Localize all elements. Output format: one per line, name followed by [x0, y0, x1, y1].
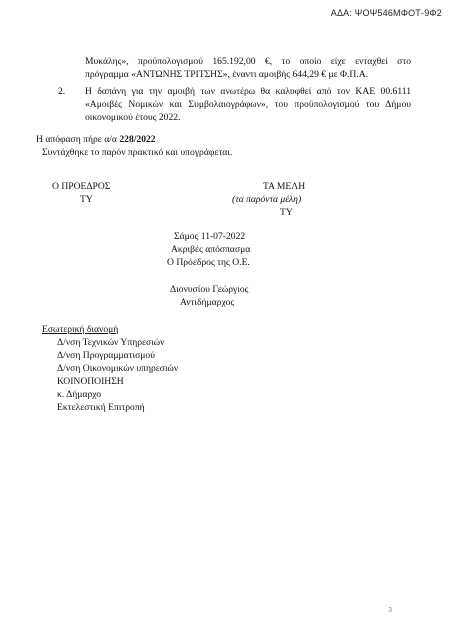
distribution-item: Δ/νση Προγραμματισμού — [57, 350, 155, 361]
members-title: ΤΑ ΜΕΛΗ — [263, 181, 306, 192]
item1-line1: Μυκάλης», προϋπολογισμού 165.192,00 €, το οποίο είχε ενταχθεί στο — [85, 56, 411, 67]
distribution-item: Δ/νση Οικονομικών υπηρεσιών — [57, 363, 179, 374]
distribution-heading: Εσωτερική διανομή — [42, 324, 119, 335]
signatory-name: Διονυσίου Γεώργιος — [170, 284, 249, 295]
decision-number: 228/2022 — [119, 134, 156, 145]
signed-line: Συντάχθηκε το παρόν πρακτικό και υπογράφεται. — [42, 147, 233, 158]
president-role: Ο Πρόεδρος της Ο.Ε. — [167, 257, 250, 268]
item1-line2: πρόγραμμα «ΑΝΤΩΝΗΣ ΤΡΙΤΣΗΣ», έναντι αμοιβής 644,29 € με Φ.Π.Α. — [85, 69, 369, 80]
distribution-item: κ. Δήμαρχο — [57, 389, 102, 400]
item2-line3: οικονομικού έτους 2022. — [85, 112, 181, 123]
members-note: (τα παρόντα μέλη) — [232, 194, 302, 205]
president-ty: ΤΥ — [80, 194, 93, 205]
distribution-item: Δ/νση Τεχνικών Υπηρεσιών — [57, 337, 165, 348]
page-number: 3 — [388, 607, 392, 614]
president-title: Ο ΠΡΟΕΔΡΟΣ — [52, 181, 111, 192]
notification-heading: ΚΟΙΝΟΠΟΙΗΣΗ — [57, 376, 124, 387]
ada-code: ΑΔΑ: ΨΟΨ546ΜΦΟΤ-9Φ2 — [330, 8, 442, 18]
item2-number: 2. — [58, 86, 66, 97]
decision-line — [36, 133, 156, 146]
item2-line2: «Αμοιβές Νομικών και Συμβολαιογράφων», του προϋπολογισμού του Δήμου — [85, 99, 411, 110]
signatory-title: Αντιδήμαρχος — [180, 297, 235, 308]
distribution-item: Εκτελεστική Επιτροπή — [57, 402, 145, 413]
decision-prefix: Η απόφαση πήρε α/α — [36, 134, 120, 145]
place-date: Σάμος 11-07-2022 — [174, 231, 246, 242]
members-ty: ΤΥ — [280, 207, 293, 218]
item2-line1: Η δαπάνη για την αμοιβή των ανωτέρω θα καλυφθεί από τον ΚΑΕ 00.6111 — [85, 86, 411, 97]
extract-line: Ακριβές απόσπασμα — [171, 244, 251, 255]
